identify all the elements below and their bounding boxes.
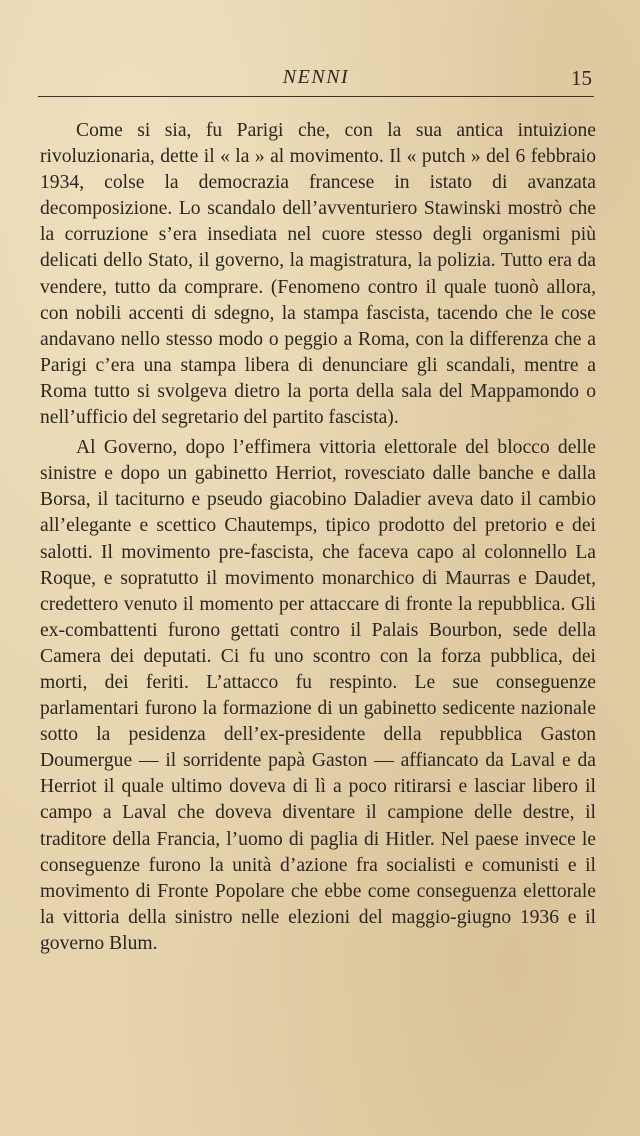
running-head-title: NENNI: [282, 66, 350, 88]
running-head: [38, 62, 594, 97]
paragraph: Come si sia, fu Parigi che, con la sua antica intuizione rivoluzionaria, dette il « la » al movimento. Il « putch » del 6 febbraio 1934, colse la democrazia francese in istato di avanzata decomposizione. Lo scandalo dell’avventuriero Stawinski mostrò che la corruzione s’era insediata nel cuore stesso degli organismi più delicati dello Stato, il governo, la magistratura, la polizia. Tutto era da vendere, tutto da comprare. (Fenomeno contro il quale tuonò allora, con nobili accenti di sdegno, la stampa fascista, tacendo che le cose andavano nello stesso modo o peggio a Roma, con la differenza che a Parigi c’era una stampa libera di denunciare gli scandali, mentre a Roma tutto si svolgeva dietro la porta della sala del Mappamondo o nell’ufficio del segretario del partito fascista).: [40, 120, 596, 429]
page-number: 15: [571, 66, 592, 90]
body-text: [40, 118, 596, 961]
paragraph: Al Governo, dopo l’effimera vittoria elettorale del blocco delle sinistre e dopo un gabinetto Herriot, rovesciato dalle banche e dalla Borsa, il taciturno e pseudo giacobino Daladier aveva dato il cambio all’elegante e scettico Chautemps, tipico prodotto del pretorio e dei salotti. Il movimento pre-fascista, che faceva capo al colonnello La Roque, e sopratutto il movimento monarchico di Maurras e Daudet, credettero venuto il momento per attaccare di fronte la repubblica. Gli ex-combattenti furono gettati contro il Palais Bourbon, sede della Camera dei deputati. Ci fu uno scontro con la forza pubblica, dei morti, dei feriti. L’attacco fu respinto. Le sue conseguenze parlamentari furono la formazione di un gabinetto sedicente nazionale sotto la pesidenza dell’ex-presidente della repubblica Gaston Doumergue — il sorridente papà Gaston — affiancato da Laval e da Herriot il quale ultimo doveva di lì a poco ritirarsi e lasciar libero il campo a Laval che doveva diventare il campione delle destre, il traditore della Francia, l’uomo di paglia di Hitler. Nel paese invece le conseguenze furono la unità d’azione fra socialisti e comunisti e il movimento di Fronte Popolare che ebbe come conseguenza elettorale la vittoria della sinistro nelle elezioni del maggio-giugno 1936 e il governo Blum.: [40, 437, 596, 954]
